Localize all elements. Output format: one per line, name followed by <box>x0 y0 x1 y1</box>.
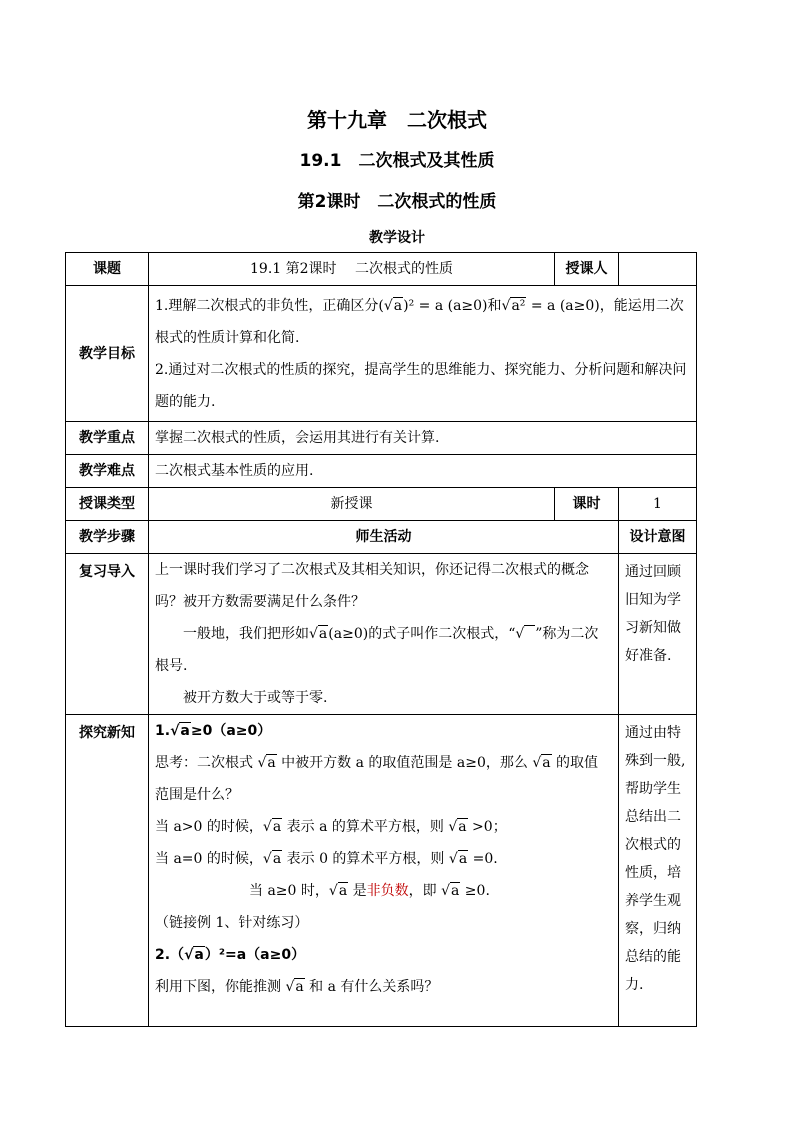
chapter-title: 第十九章 二次根式 <box>307 108 487 132</box>
steps-header-row <box>66 521 697 554</box>
goals-content <box>149 286 697 422</box>
type-label: 授课类型 <box>66 488 149 521</box>
doc-type-title: 教学设计 <box>369 230 425 246</box>
explore-case-zero: 当 a=0 的时候，√a 表示 0 的算术平方根，则 √a =0. <box>155 851 498 867</box>
explore-intent: 通过由特殊到一般,帮助学生总结出二次根式的性质，培养学生观察，归纳总结的能力. <box>619 715 697 1027</box>
highlight-nonnegative: 非负数 <box>366 883 409 899</box>
sqrt-expression: √a² <box>501 297 526 314</box>
sqrt-expression: √a <box>441 883 460 899</box>
review-para-1: 上一课时我们学习了二次根式及其相关知识，你还记得二次根式的概念吗？被开方数需要满足什么条件？ <box>155 562 589 610</box>
topic-value: 19.1 第2课时 二次根式的性质 <box>149 253 555 286</box>
goals-label: 教学目标 <box>66 286 149 422</box>
review-content <box>149 554 619 715</box>
key-row <box>66 422 697 455</box>
sqrt-expression: √a <box>448 819 467 835</box>
explore-heading-1: 1.√a≥0（a≥0） <box>155 723 272 739</box>
hours-label: 课时 <box>555 488 619 521</box>
sqrt-expression: √a <box>262 851 282 867</box>
explore-row <box>66 715 697 1027</box>
sqrt-expression: √a <box>448 851 468 867</box>
review-intent: 通过回顾旧知为学习新知做好准备. <box>619 554 697 715</box>
teacher-value <box>619 253 697 286</box>
sqrt-expression: √a <box>328 883 348 899</box>
goal-1: 1.理解二次根式的非负性，正确区分(√a)² = a (a≥0)和√a² = a (a≥0)，能运用二次根式的性质计算和化简. <box>155 297 684 346</box>
sqrt-expression: √a <box>262 819 282 835</box>
teacher-label: 授课人 <box>555 253 619 286</box>
explore-content <box>149 715 619 1027</box>
explore-label: 探究新知 <box>66 715 149 1027</box>
topic-row <box>66 253 697 286</box>
review-label: 复习导入 <box>66 554 149 715</box>
difficulty-value: 二次根式基本性质的应用. <box>149 455 697 488</box>
explore-heading-2: 2.（√a）²=a（a≥0） <box>155 947 306 963</box>
sqrt-expression: √a <box>170 723 190 739</box>
key-label: 教学重点 <box>66 422 149 455</box>
explore-question: 利用下图，你能推测 √a 和 a 有什么关系吗？ <box>155 979 439 995</box>
lesson-plan-table <box>65 252 697 1027</box>
sqrt-expression: √a <box>184 947 204 963</box>
explore-think: 思考：二次根式 √a 中被开方数 a 的取值范围是 a≥0，那么 √a 的取值范围是什么？ <box>155 755 599 803</box>
topic-label: 课题 <box>66 253 149 286</box>
intent-label: 设计意图 <box>619 521 697 554</box>
review-para-2: 一般地，我们把形如√a(a≥0)的式子叫作二次根式，“√ ”称为二次根号. <box>155 626 599 674</box>
review-row <box>66 554 697 715</box>
explore-case-positive: 当 a>0 的时候，√a 表示 a 的算术平方根，则 √a >0； <box>155 819 507 835</box>
explore-conclusion: 当 a≥0 时，√a 是非负数，即 √a ≥0. <box>249 883 490 899</box>
goals-row <box>66 286 697 422</box>
radical-sign: √ <box>515 625 535 642</box>
steps-label: 教学步骤 <box>66 521 149 554</box>
sqrt-expression: √a <box>285 979 304 995</box>
type-value: 新授课 <box>149 488 555 521</box>
sqrt-expression: √a <box>309 626 328 642</box>
goal-2: 2.通过对二次根式的性质的探究，提高学生的思维能力、探究能力、分析问题和解决问题的能力. <box>155 361 687 410</box>
section-title: 19.1 二次根式及其性质 <box>299 151 495 171</box>
lesson-title: 第2课时 二次根式的性质 <box>297 192 497 212</box>
sqrt-expression: √a <box>532 755 551 771</box>
explore-link: （链接例 1、针对练习） <box>155 915 309 931</box>
difficulty-row <box>66 455 697 488</box>
type-row <box>66 488 697 521</box>
hours-value: 1 <box>619 488 697 521</box>
key-value: 掌握二次根式的性质，会运用其进行有关计算. <box>149 422 697 455</box>
sqrt-expression: √a <box>257 755 276 771</box>
sqrt-expression: √a <box>383 297 403 314</box>
activity-label: 师生活动 <box>149 521 619 554</box>
review-para-3: 被开方数大于或等于零. <box>183 690 328 706</box>
difficulty-label: 教学难点 <box>66 455 149 488</box>
